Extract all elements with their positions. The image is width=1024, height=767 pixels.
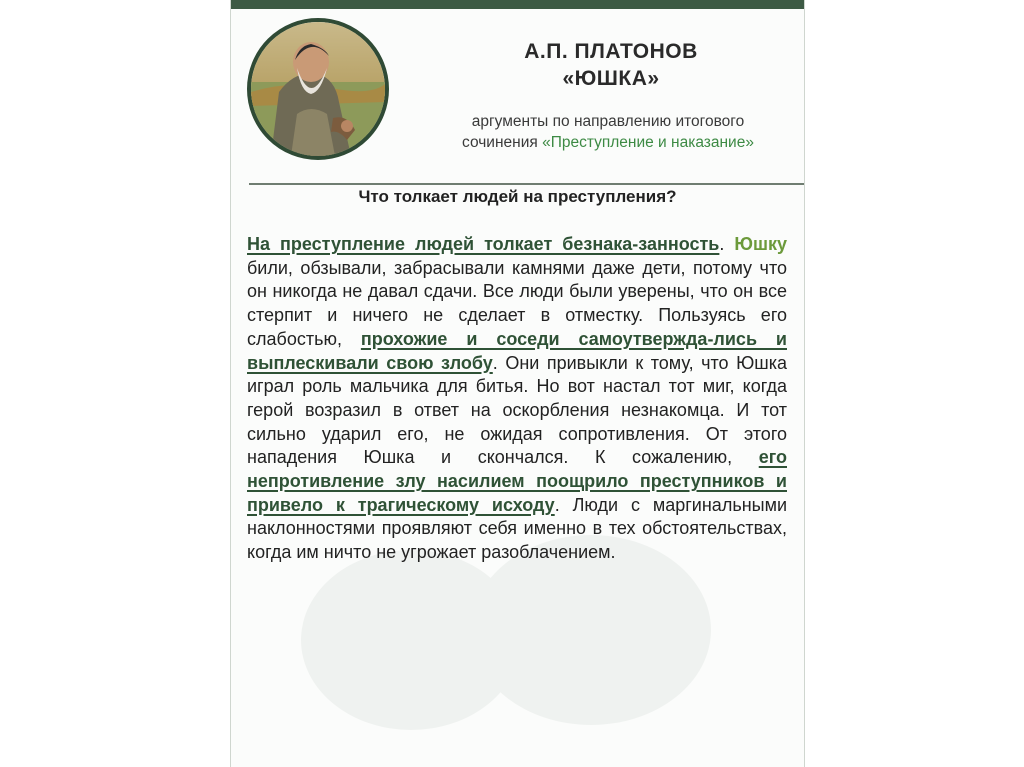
highlight-thesis: На преступление людей толкает безнака-занность xyxy=(247,234,720,254)
text-segment: . Люди с маргинальными наклонностями проявляют себя именно в тех обстоятельствах, когда им ничто не угрожает разоблачением. xyxy=(247,494,788,563)
question-heading: Что толкает людей на преступления? xyxy=(358,187,677,206)
document-page xyxy=(230,0,805,767)
text-segment: . xyxy=(719,234,735,254)
portrait-image xyxy=(247,18,389,160)
text-segment: били, обзывали, забрасывали камнями даже дети, потому что он никогда не давал сдачи. Все люди были уверены, что он все стерпит и ничего не сделает в отместку. Пользуясь его слабостью, xyxy=(247,257,787,349)
subtitle xyxy=(413,111,803,153)
subtitle-line-2 xyxy=(413,132,803,153)
top-bar xyxy=(231,0,804,9)
subtitle-line-1: аргументы по направлению итогового xyxy=(471,113,745,130)
subtitle-prefix: сочинения xyxy=(462,134,543,151)
highlight-conclusion: его непротивление злу насилием поощрило преступников и привело к трагическому исходу xyxy=(247,447,787,515)
author-name: А.П. ПЛАТОНОВ xyxy=(524,40,698,63)
highlight-neighbors: прохожие и соседи самоутвержда-лись и выплескивали свою злобу xyxy=(247,328,787,373)
work-title: «ЮШКА» xyxy=(562,67,660,90)
direction-name: «Преступление и наказание» xyxy=(542,134,754,151)
argument-paragraph xyxy=(247,233,787,565)
header-divider xyxy=(249,183,804,185)
highlight-hero-name: Юшку xyxy=(734,234,787,254)
text-segment: . Они привыкли к тому, что Юшка играл роль мальчика для битья. Но вот настал тот миг, когда герой возразил в ответ на оскорбления незнакомца. И тот сильно ударил его, не ожидая сопротивления. От этого нападения Юшка и скончался. К сожалению, xyxy=(247,352,787,468)
